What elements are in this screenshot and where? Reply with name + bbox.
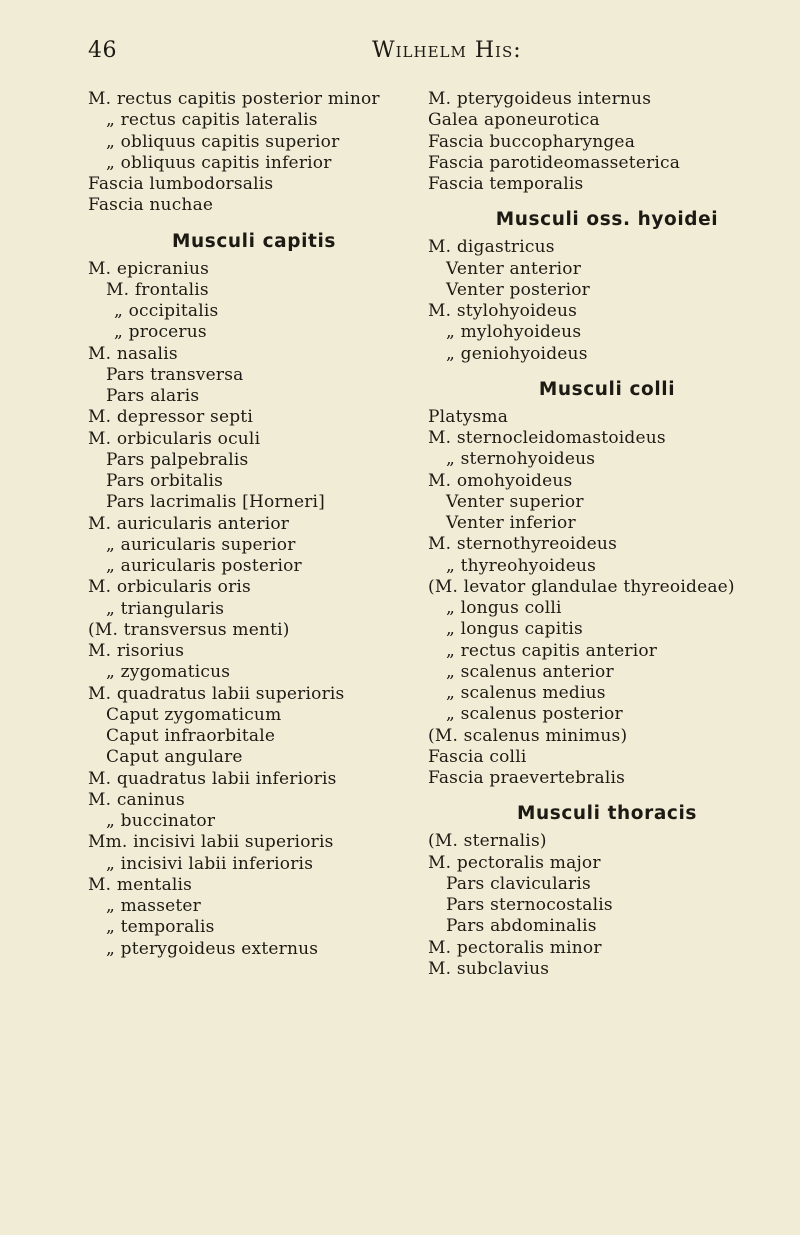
- list-entry: „ temporalis: [106, 917, 215, 938]
- list-entry: „ buccinator: [106, 811, 216, 831]
- list-entry: M. depressor septi: [88, 407, 253, 428]
- list-entry: M. omohyoideus: [428, 470, 573, 491]
- list-entry: (M. sternalis): [428, 831, 547, 852]
- page-number: 46: [88, 38, 117, 63]
- list-entry: „ auricularis superior: [106, 534, 296, 555]
- list-entry: Fascia lumbodorsalis: [88, 174, 274, 194]
- list-entry: „ zygomaticus: [106, 662, 231, 683]
- list-entry: „ geniohyoideus: [446, 343, 588, 364]
- list-entry: M. orbicularis oris: [88, 577, 251, 598]
- list-entry: (M. scalenus minimus): [428, 725, 628, 746]
- list-entry: M. frontalis: [106, 279, 209, 300]
- list-entry: M. sternocleidomastoideus: [428, 428, 666, 448]
- list-entry: Pars abdominalis: [446, 916, 597, 937]
- list-entry: M. stylohyoideus: [428, 301, 578, 321]
- section-heading: Musculi colli: [538, 378, 676, 400]
- list-entry: „ procerus: [114, 322, 207, 343]
- list-entry: Pars palpebralis: [106, 449, 249, 470]
- list-entry: Pars sternocostalis: [446, 895, 613, 915]
- list-entry: „ masseter: [106, 896, 201, 916]
- left-column: [88, 89, 408, 960]
- list-entry: M. sternothyreoideus: [428, 534, 617, 555]
- section-heading: Musculi thoracis: [516, 803, 698, 825]
- list-entry: Fascia temporalis: [428, 174, 584, 194]
- list-entry: „ scalenus medius: [446, 683, 606, 703]
- list-entry: „ longus capitis: [446, 619, 583, 640]
- list-entry: M. subclavius: [428, 958, 550, 979]
- list-entry: Mm. incisivi labii superioris: [88, 832, 334, 853]
- list-entry: (M. levator glandulae thyreoideae): [428, 576, 735, 597]
- list-entry: Venter superior: [446, 491, 584, 512]
- list-entry: Venter inferior: [446, 513, 576, 533]
- list-entry: M. risorius: [88, 641, 185, 661]
- list-entry: Pars orbitalis: [106, 471, 224, 491]
- list-entry: M. pectoralis major: [428, 852, 601, 873]
- list-entry: „ longus colli: [446, 598, 562, 618]
- list-entry: M. digastricus: [428, 237, 555, 258]
- running-head: Wilhelm His:: [372, 38, 522, 63]
- list-entry: „ scalenus posterior: [446, 704, 623, 725]
- list-entry: „ obliquus capitis inferior: [106, 152, 332, 173]
- right-column: [428, 89, 768, 980]
- list-entry: Caput angulare: [106, 747, 243, 768]
- list-entry: M. mentalis: [88, 874, 193, 895]
- list-entry: M. pectoralis minor: [428, 937, 602, 958]
- list-entry: „ triangularis: [106, 598, 225, 619]
- list-entry: M. pterygoideus internus: [428, 89, 652, 109]
- list-entry: Platysma: [428, 406, 509, 427]
- list-entry: (M. transversus menti): [88, 619, 290, 640]
- list-entry: Venter anterior: [446, 258, 582, 279]
- list-entry: M. orbicularis oculi: [88, 428, 261, 449]
- section-heading: Musculi oss. hyoidei: [495, 209, 719, 231]
- list-entry: „ rectus capitis anterior: [446, 640, 658, 661]
- list-entry: M. caninus: [88, 789, 185, 810]
- list-entry: „ incisivi labii inferioris: [106, 853, 314, 874]
- list-entry: M. rectus capitis posterior minor: [88, 89, 380, 109]
- page-header: [0, 38, 800, 68]
- list-entry: Fascia parotideomasseterica: [428, 152, 681, 173]
- list-entry: „ sternohyoideus: [446, 449, 596, 470]
- list-entry: Pars alaris: [106, 386, 200, 406]
- list-entry: „ auricularis posterior: [106, 556, 302, 576]
- list-entry: „ rectus capitis lateralis: [106, 110, 318, 131]
- list-entry: M. auricularis anterior: [88, 513, 290, 534]
- section-heading: Musculi capitis: [171, 230, 337, 252]
- list-entry: M. quadratus labii superioris: [88, 683, 345, 704]
- list-entry: M. epicranius: [88, 258, 210, 279]
- list-entry: „ thyreohyoideus: [446, 555, 597, 576]
- list-entry: Fascia praevertebralis: [428, 768, 626, 788]
- list-entry: „ scalenus anterior: [446, 661, 614, 682]
- list-entry: Caput zygomaticum: [106, 704, 282, 725]
- list-entry: Pars clavicularis: [446, 873, 591, 894]
- list-entry: Pars transversa: [106, 364, 244, 385]
- list-entry: „ occipitalis: [114, 301, 219, 321]
- list-entry: „ obliquus capitis superior: [106, 131, 340, 152]
- list-entry: Caput infraorbitale: [106, 726, 276, 746]
- list-entry: Galea aponeurotica: [428, 110, 600, 131]
- list-entry: „ mylohyoideus: [446, 322, 582, 343]
- list-entry: Venter posterior: [446, 279, 591, 300]
- list-entry: Fascia colli: [428, 746, 527, 767]
- list-entry: Pars lacrimalis [Horneri]: [106, 492, 326, 513]
- list-entry: Fascia nuchae: [88, 195, 214, 216]
- list-entry: „ pterygoideus externus: [106, 938, 319, 959]
- list-entry: M. quadratus labii inferioris: [88, 768, 337, 789]
- list-entry: Fascia buccopharyngea: [428, 131, 636, 152]
- list-entry: M. nasalis: [88, 343, 178, 364]
